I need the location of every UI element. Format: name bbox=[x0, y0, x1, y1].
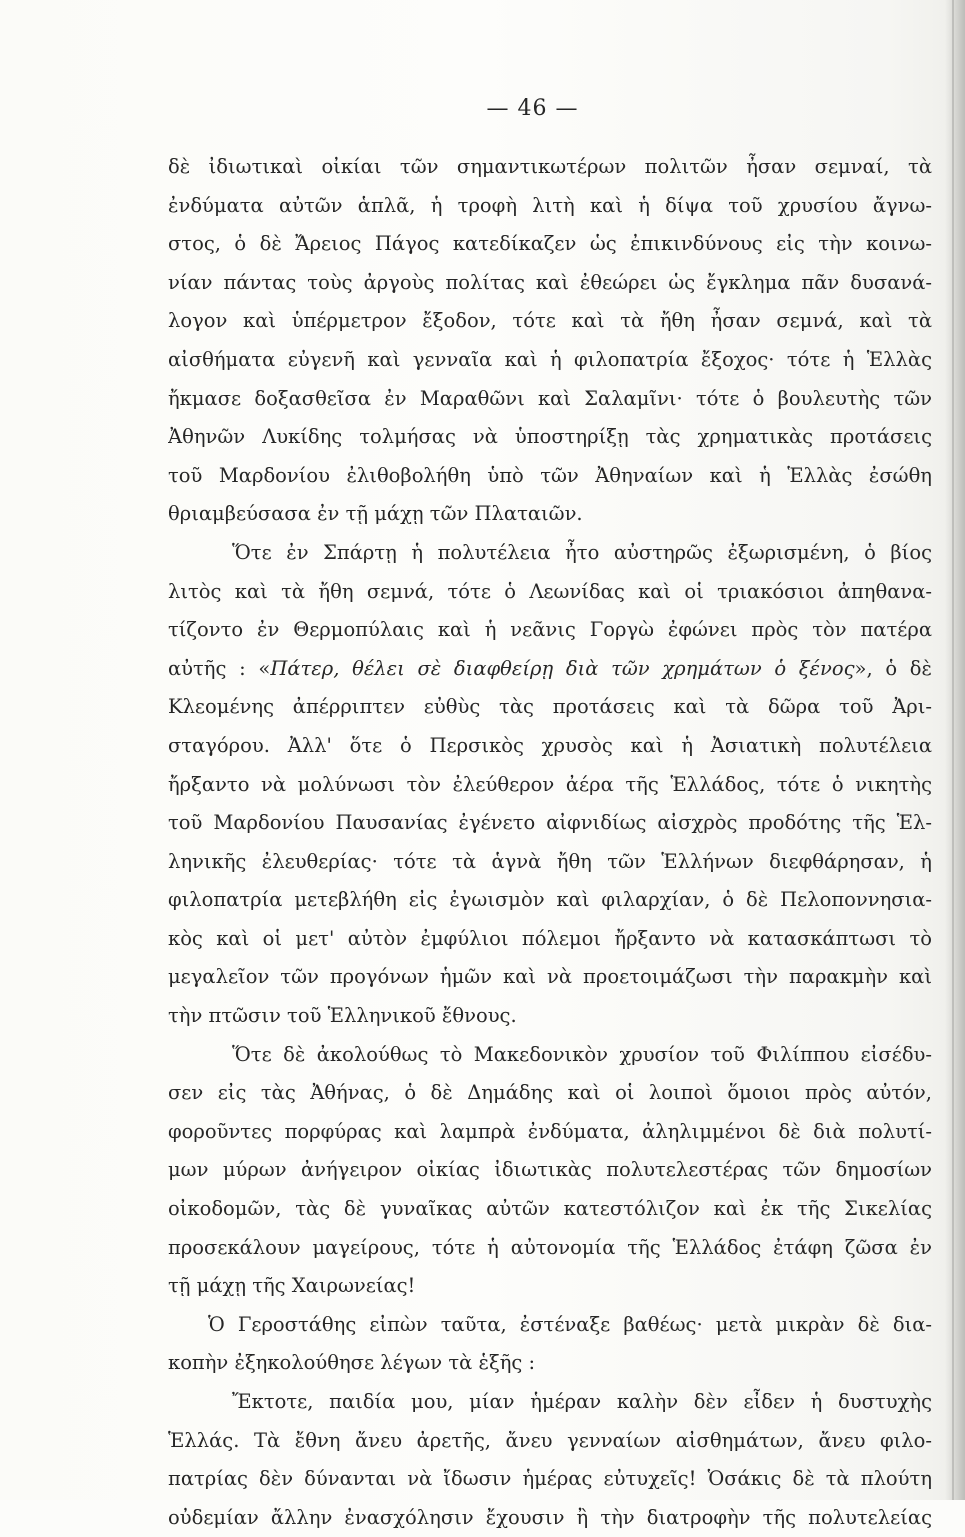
text-line: τίζοντο ἐν Θερμοπύλαις καὶ ἡ νεᾶνις Γοργὼ ἐφώνει πρὸς τὸν πατέρα bbox=[168, 618, 932, 642]
page-edge-line bbox=[952, 0, 954, 1500]
page-number: — 46 — bbox=[486, 96, 579, 121]
text-line: Κλεομένης ἀπέρριπτεν εὐθὺς τὰς προτάσεις καὶ τὰ δῶρα τοῦ Ἀρι- bbox=[168, 695, 932, 719]
body-text bbox=[168, 148, 932, 1537]
text-line: ληνικῆς ἐλευθερίας· τότε τὰ ἁγνὰ ἤθη τῶν Ἑλλήνων διεφθάρησαν, ἡ bbox=[168, 849, 932, 873]
text-line: στος, ὁ δὲ Ἄρειος Πάγος κατεδίκαζεν ὡς ἐπικινδύνους εἰς τὴν κοινω- bbox=[168, 232, 932, 256]
text-line: δὲ ἰδιωτικαὶ οἰκίαι τῶν σημαντικωτέρων πολιτῶν ἦσαν σεμναί, τὰ bbox=[168, 155, 932, 178]
text-line: φοροῦντες πορφύρας καὶ λαμπρὰ ἐνδύματα, ἀληλιμμένοι δὲ διὰ πολυτί- bbox=[168, 1119, 932, 1143]
text-line: Ἑλλάς. Τὰ ἔθνη ἄνευ ἀρετῆς, ἄνευ γενναίων αἰσθημάτων, ἄνευ φιλο- bbox=[168, 1428, 932, 1452]
text-line: κὸς καὶ οἱ μετ' αὐτὸν ἐμφύλιοι πόλεμοι ἤρξαντο νὰ κατασκάπτωσι τὸ bbox=[168, 926, 932, 950]
text-line: Ὅτε ἐν Σπάρτῃ ἡ πολυτέλεια ἦτο αὐστηρῶς ἐξωρισμένη, ὁ βίος bbox=[232, 540, 932, 564]
text-line: πατρίας δὲν δύνανται νὰ ἴδωσιν ἡμέρας εὐτυχεῖς! Ὁσάκις δὲ τὰ πλούτη bbox=[168, 1467, 932, 1491]
text-line: αὐτῆς : «Πάτερ, θέλει σὲ διαφθείρῃ διὰ τῶν χρημάτων ὁ ξένος», ὁ δὲ bbox=[168, 656, 932, 680]
text-line: τοῦ Μαρδονίου ἐλιθοβολήθη ὑπὸ τῶν Ἀθηναίων καὶ ἡ Ἑλλὰς ἐσώθη bbox=[168, 463, 932, 487]
text-line: τῇ μάχῃ τῆς Χαιρωνείας! bbox=[168, 1274, 416, 1298]
text-line: κοπὴν ἐξηκολούθησε λέγων τὰ ἑξῆς : bbox=[168, 1351, 536, 1375]
text-line: Ἀθηνῶν Λυκίδης τολμήσας νὰ ὑποστηρίξῃ τὰς χρηματικὰς προτάσεις bbox=[168, 425, 932, 449]
page-gutter-shadow bbox=[945, 0, 965, 1500]
text-line: ἤκμασε δοξασθεῖσα ἐν Μαραθῶνι καὶ Σαλαμῖνι· τότε ὁ βουλευτὴς τῶν bbox=[168, 386, 932, 410]
text-line: σταγόρου. Ἀλλ' ὅτε ὁ Περσικὸς χρυσὸς καὶ ἡ Ἀσιατικὴ πολυτέλεια bbox=[168, 733, 932, 757]
text-line: Ὁ Γεροστάθης εἰπὼν ταῦτα, ἐστέναξε βαθέως· μετὰ μικρὰν δὲ δια- bbox=[208, 1312, 932, 1336]
text-line: οὐδεμίαν ἄλλην ἐνασχόλησιν ἔχουσιν ἢ τὴν διατροφὴν τῆς πολυτελείας bbox=[168, 1505, 932, 1529]
text-line: προσεκάλουν μαγείρους, τότε ἡ αὐτονομία τῆς Ἑλλάδος ἐτάφη ζῶσα ἐν bbox=[168, 1235, 932, 1259]
text-line: αἰσθήματα εὐγενῆ καὶ γενναῖα καὶ ἡ φιλοπατρία ἔξοχος· τότε ἡ Ἑλλὰς bbox=[168, 347, 932, 371]
text-line: φιλοπατρία μετεβλήθη εἰς ἐγωισμὸν καὶ φιλαρχίαν, ὁ δὲ Πελοποννησια- bbox=[168, 888, 932, 912]
text-line: οἰκοδομῶν, τὰς δὲ γυναῖκας αὐτῶν κατεστόλιζον καὶ ἐκ τῆς Σικελίας bbox=[168, 1197, 932, 1221]
text-line: θριαμβεύσασα ἐν τῇ μάχῃ τῶν Πλαταιῶν. bbox=[168, 502, 583, 526]
text-line: Ἔκτοτε, παιδία μου, μίαν ἡμέραν καλὴν δὲν εἶδεν ἡ δυστυχὴς bbox=[232, 1390, 932, 1413]
text-line: λιτὸς καὶ τὰ ἤθη σεμνά, τότε ὁ Λεωνίδας καὶ οἱ τριακόσιοι ἀπηθανα- bbox=[168, 579, 932, 603]
text-line: λογον καὶ ὑπέρμετρον ἔξοδον, τότε καὶ τὰ ἤθη ἦσαν σεμνά, καὶ τὰ bbox=[168, 309, 932, 333]
text-line: ἤρξαντο νὰ μολύνωσι τὸν ἐλεύθερον ἀέρα τῆς Ἑλλάδος, τότε ὁ νικητὴς bbox=[168, 772, 932, 796]
text-line: ἐνδύματα αὐτῶν ἁπλᾶ, ἡ τροφὴ λιτὴ καὶ ἡ δίψα τοῦ χρυσίου ἄγνω- bbox=[168, 193, 932, 217]
text-line: σεν εἰς τὰς Ἀθήνας, ὁ δὲ Δημάδης καὶ οἱ λοιποὶ ὅμοιοι πρὸς αὐτόν, bbox=[168, 1081, 932, 1105]
text-line: τὴν πτῶσιν τοῦ Ἑλληνικοῦ ἔθνους. bbox=[168, 1004, 517, 1028]
quoted-speech: Πάτερ, θέλει σὲ διαφθείρῃ διὰ τῶν χρημάτων ὁ ξένος bbox=[270, 656, 855, 680]
text-line: τοῦ Μαρδονίου Παυσανίας ἐγένετο αἰφνιδίως αἰσχρὸς προδότης τῆς Ἑλ- bbox=[168, 811, 932, 835]
text-line: Ὅτε δὲ ἀκολούθως τὸ Μακεδονικὸν χρυσίον τοῦ Φιλίππου εἰσέδυ- bbox=[232, 1042, 932, 1066]
text-line: μων μύρων ἀνήγειρον οἰκίας ἰδιωτικὰς πολυτελεστέρας τῶν δημοσίων bbox=[168, 1158, 932, 1182]
text-line: μεγαλεῖον τῶν προγόνων ἡμῶν καὶ νὰ προετοιμάζωσι τὴν παρακμὴν καὶ bbox=[168, 965, 932, 989]
text-line: νίαν πάντας τοὺς ἀργοὺς πολίτας καὶ ἐθεώρει ὡς ἔγκλημα πᾶν δυσανά- bbox=[168, 270, 932, 294]
